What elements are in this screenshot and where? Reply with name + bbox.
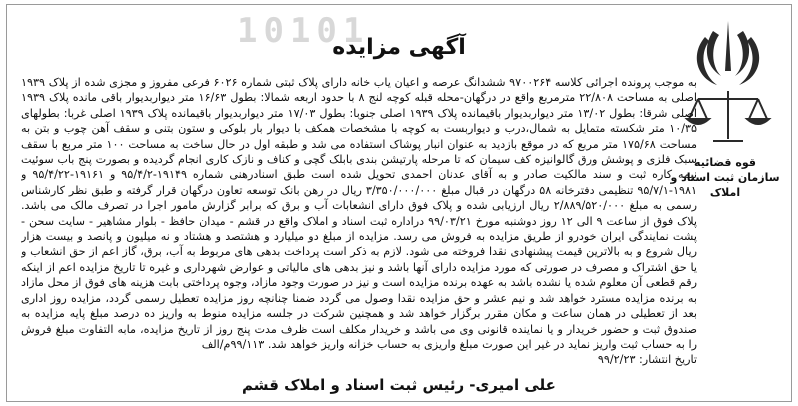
- publication-date: تاریخ انتشار: ۹۹/۲/۲۳: [597, 353, 697, 367]
- notice-body: [21, 75, 697, 371]
- auction-notice: [6, 4, 792, 402]
- signature: علی امیری- رئیس ثبت اسناد و املاک قشم: [242, 376, 556, 394]
- notice-body-text: به موجب پرونده اجرائی کلاسه ۹۷۰۰۲۶۴ ششدانگ عرصه و اعیان یاب خانه دارای پلاک ثبتی شماره ۶۰۲۶ فرعی مفروز و مجزی شده از پلاک ۱۹۳۹ اصلی به مساحت ۲۲/۸۰۸ مترمربع واقع در درگهان-محله قبله کوچه لنج ۸ با حدود اربعه شمالا: بطول ۱۶/۶۳ متر دیواربدیوار باقی مانده پلاک ۱۹۳۹ اصلی شرقا: بطول ۱۳/۰۲ متر دیواربدیوار باقیمانده پلاک ۱۹۳۹ اصلی جنوبا: بطول ۱۷/۰۳ متر دیواربدیوار باقیمانده پلاک ۱۹۳۹ اصلی غربا: بطولهای ۱۰/۳۵ متر شکسته متمایل به شمال،درب و دیواربست به کوچه با مشخصات همکف با دیوار بار بلوکی و ستون بتنی و سقف آهن چوب و بتن به مساحت ۱۷۵/۶۸ متر مربع که در موقع بازدید به عنوان انبار پوشاک استفاده می شد و طبقه اول در حال ساخت به مساحت ۱۰۰ متر مربع با سقف سبک فلزی و پوشش ورق گالوانیزه کف سیمان که تا مرحله پارتیشن بندی بابلک گچی و کناف و نازک کاری انجام گردیده و بصورت پنج باب سوئیت نیمه کاره ثبت و سند مالکیت صادر و به آقای عدنان احمدی تحویل شده است طبق اسنادرهنی شماره ۱۹۱۴۹-۹۵/۴/۲ و ۱۹۱۶۱-۹۵/۴/۲۲ و ۱۹۸۱-۹۵/۷/۱ تنظیمی دفترخانه ۵۸ درگهان در قبال مبلغ ۳/۳۵۰/۰۰۰/۰۰۰ ریال در رهن بانک توسعه تعاون درگهان قرار گرفته و طبق نظر کارشناس رسمی به مبلغ ۲/۸۸۹/۵۲۰/۰۰۰ ریال ارزیابی شده و پلاک فوق دارای انشعابات آب و برق که برابر گزارش مامور اجرا در تصرف مالک می باشد. پلاک فوق از ساعت ۹ الی ۱۲ روز دوشنبه مورخ ۹۹/۰۳/۲۱ دراداره ثبت اسناد و املاک واقع در قشم - میدان حافظ - بلوار مشاهیر - سایت سحن - پشت نمایندگی ایران خودرو از طریق مزایده به فروش می رسد. مزایده از مبلغ دو میلیارد و هشتصد و هشتاد و نه میلیون و پانصد و بیست هزار ریال شروع و به بالاترین قیمت پیشنهادی نقدا فروخته می شود. لازم به ذکر است پرداخت بدهی های مربوط به آب، برق، گاز اعم از حق انشعاب و یا حق اشتراک و مصرف در صورتی که مورد مزایده دارای آنها باشد و نیز بدهی های مالیاتی و عوارض شهرداری و غیره تا تاریخ مزایده اعم از اینکه رقم قطعی آن معلوم شده یا نشده باشد به عهده برنده مزایده است و نیز در صورت وجود مازاد، وجوه پرداختی بابت هزینه های فوق از محل مازاد به برنده مزایده مسترد خواهد شد و نیم عشر و حق مزایده نقدا وصول می گردد ضمنا چنانچه روز مزایده تعطیل رسمی گردد، مزایده روز اداری بعد از تعطیلی در همان ساعت و مکان مقرر برگزار خواهد شد و همچنین شرکت در جلسه مزایده منوط به واریز ده درصد مبلغ پایه مزایده به صندوق ثبت و حضور خریدار و یا نماینده قانونی وی می باشد و خریدار مکلف است ظرف مدت پنج روز از تاریخ مزایده، مابه التفاوت مبلغ فروش را به حساب ثبت واریز نماید در غیر این صورت مبلغ واریزی به حساب خزانه واریز خواهد شد. ۹۹/۱۱۳م/الف: [21, 76, 697, 351]
- watermark: 10101: [237, 11, 370, 51]
- emblem-label-line1: قوه قضائیه: [694, 156, 756, 169]
- notice-title: آگهی مزایده: [332, 35, 466, 60]
- emblem-label-line2: سازمان ثبت اسناد و املاک: [670, 171, 780, 199]
